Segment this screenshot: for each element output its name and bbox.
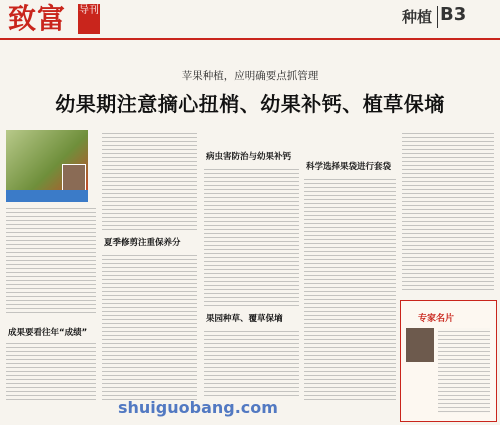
article-kicker: 苹果种植，应明确要点抓管理 — [181, 70, 319, 82]
article-headline: 幼果期注意摘心扭梢、幼果补钙、植草保墒 — [55, 92, 445, 116]
body-column-2 — [102, 130, 197, 230]
brand-title: 致富 — [8, 2, 67, 35]
brand-tag: 导刊 — [78, 4, 100, 34]
page-number: B3 — [440, 4, 467, 25]
photo-caption-bar — [6, 190, 88, 202]
body-column-1b — [6, 340, 96, 400]
body-column-3 — [204, 166, 299, 306]
expert-photo — [406, 328, 434, 362]
expert-card-title: 专家名片 — [418, 314, 455, 324]
body-column-2b — [102, 252, 197, 402]
body-column-1 — [6, 205, 96, 315]
expert-text — [438, 328, 490, 413]
subhead-5: 成果要看往年“成绩” — [8, 328, 88, 338]
body-column-4 — [304, 176, 396, 401]
page-divider — [437, 6, 438, 28]
subhead-2: 夏季修剪注重保养分 — [104, 238, 181, 248]
subhead-1: 病虫害防治与幼果补钙 — [206, 152, 292, 162]
masthead — [0, 0, 500, 40]
subhead-3: 科学选择果袋进行套袋 — [306, 162, 392, 172]
body-column-3b — [204, 328, 299, 398]
body-column-5 — [402, 130, 494, 292]
subhead-4: 果园种草、覆草保墒 — [206, 314, 283, 324]
section-name: 种植 — [402, 8, 433, 26]
site-watermark: shuiguobang.com — [118, 398, 278, 417]
